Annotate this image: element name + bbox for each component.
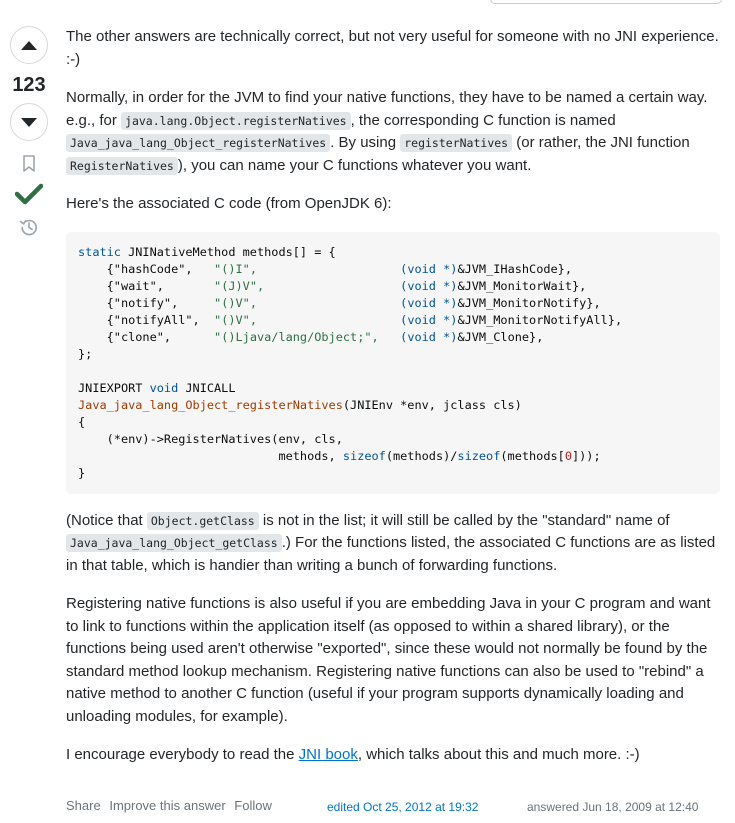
code-token: Java_java_lang_Object_registerNatives <box>78 397 343 412</box>
downvote-icon <box>21 118 37 127</box>
answer-paragraph-naming <box>66 87 722 177</box>
code-token: &JVM_MonitorNotify}, <box>457 295 601 310</box>
code-token: (void *) <box>400 261 458 276</box>
downvote-button[interactable] <box>10 103 48 141</box>
code-token: JNINativeMethod methods[] = { <box>120 244 336 259</box>
code-token: "()V", <box>214 295 401 310</box>
answer-body <box>66 26 722 783</box>
code-token: (methods)/ <box>385 448 458 463</box>
code-token: static <box>78 244 121 259</box>
code-line <box>78 279 586 293</box>
history-icon <box>19 217 39 237</box>
code-token: void <box>149 380 179 395</box>
edited-timestamp-link[interactable]: edited Oct 25, 2012 at 19:32 <box>327 800 479 814</box>
code-line <box>78 330 543 344</box>
upvote-icon <box>21 41 37 50</box>
answered-timestamp: answered Jun 18, 2009 at 12:40 <box>527 800 699 814</box>
code-token: (void *) <box>400 312 458 327</box>
post-footer <box>66 798 726 813</box>
code-token: {"notify", <box>78 295 215 310</box>
answer-paragraph-embedding: Registering native functions is also useful if you are embedding Java in your C program and want to link to functions within the application itself (as opposed to within a shared library), or the functions being used aren't otherwise "exported", since these would not normally be found by the standard method lookup mechanism. Registering native functions can also be used to "rebind" a native method to another C function (useful if your program supports dynamically loading and unloading modules, for example). <box>66 595 711 725</box>
code-token: sizeof <box>342 448 386 463</box>
code-token: JNIEXPORT <box>78 380 150 395</box>
inline-code: Java_java_lang_Object_registerNatives <box>66 134 330 152</box>
answer-paragraph-notice <box>66 510 722 578</box>
text-fragment: I encourage everybody to read the <box>66 746 299 763</box>
share-link[interactable]: Share <box>66 798 101 813</box>
activity-history-button[interactable] <box>19 217 39 237</box>
jni-book-link[interactable]: JNI book <box>298 746 358 763</box>
vote-count: 123 <box>12 74 46 96</box>
code-block <box>66 232 720 494</box>
code-token: {"hashCode", <box>78 261 215 276</box>
inline-code: Java_java_lang_Object_getClass <box>66 534 282 552</box>
code-token: } <box>78 465 86 480</box>
code-token: ])); <box>571 448 601 463</box>
code-token: }; <box>78 346 93 361</box>
code-token: &JVM_Clone}, <box>457 329 544 344</box>
bookmark-button[interactable] <box>22 155 36 173</box>
inline-code: registerNatives <box>400 134 512 152</box>
code-token: sizeof <box>457 448 501 463</box>
accepted-check-icon <box>15 183 43 205</box>
text-fragment: ), you can name your C functions whatever you want. <box>177 156 532 174</box>
code-token: {"wait", <box>78 278 215 293</box>
code-line <box>78 262 572 276</box>
text-fragment: (or rather, the JNI function <box>512 134 690 151</box>
inline-code: RegisterNatives <box>66 157 178 175</box>
code-token: "()I", <box>214 261 401 276</box>
improve-answer-link[interactable]: Improve this answer <box>109 798 226 813</box>
code-token: (JNIEnv *env, jclass cls) <box>342 397 522 412</box>
code-line <box>78 313 622 327</box>
answer-paragraph-book <box>66 744 722 767</box>
text-fragment: .) For the functions listed, the associated C functions are as listed in that table, which is handier than writing a bunch of forwarding functions. <box>66 534 716 574</box>
code-line <box>78 296 601 310</box>
upvote-button[interactable] <box>10 26 48 64</box>
code-token: (*env)->RegisterNatives(env, cls, <box>78 431 343 446</box>
answer-paragraph-code-intro: Here's the associated C code (from OpenJDK 6): <box>66 195 392 212</box>
follow-link[interactable]: Follow <box>234 798 272 813</box>
code-token: methods, <box>78 448 343 463</box>
code-token: (void *) <box>400 295 458 310</box>
code-token: 0 <box>564 448 572 463</box>
text-fragment: , which talks about this and much more. :-) <box>357 746 640 763</box>
code-token: "()V", <box>214 312 401 327</box>
code-token: &JVM_MonitorNotifyAll}, <box>457 312 623 327</box>
code-token: {"clone", <box>78 329 215 344</box>
text-fragment: is not in the list; it will still be called by the "standard" name of <box>258 511 670 529</box>
text-fragment: , the corresponding C function is named <box>350 111 616 129</box>
bookmark-icon <box>22 155 36 173</box>
accepted-answer-mark <box>15 183 43 205</box>
inline-code: java.lang.Object.registerNatives <box>121 112 351 130</box>
code-token: (void *) <box>400 329 458 344</box>
code-token: (methods[ <box>500 448 565 463</box>
code-token: "(J)V", <box>214 278 401 293</box>
inline-code: Object.getClass <box>147 512 259 530</box>
code-token: &JVM_IHashCode}, <box>457 261 572 276</box>
code-token: &JVM_MonitorWait}, <box>457 278 587 293</box>
code-token: (void *) <box>400 278 458 293</box>
previous-card-edge <box>490 0 722 4</box>
code-token: "()Ljava/lang/Object;", <box>214 329 401 344</box>
code-token: { <box>78 414 86 429</box>
text-fragment: Normally, in order for the JVM to find your native functions, they have to be named a certain way. e.g., for <box>66 89 708 129</box>
code-token: JNICALL <box>178 380 236 395</box>
code-rows <box>78 262 622 344</box>
text-fragment: (Notice that <box>66 511 147 529</box>
text-fragment: . By using <box>330 134 401 151</box>
vote-cell <box>0 26 58 237</box>
code-token: {"notifyAll", <box>78 312 215 327</box>
answer-paragraph-intro: The other answers are technically correct, but not very useful for someone with no JNI experience. :-) <box>66 28 719 68</box>
